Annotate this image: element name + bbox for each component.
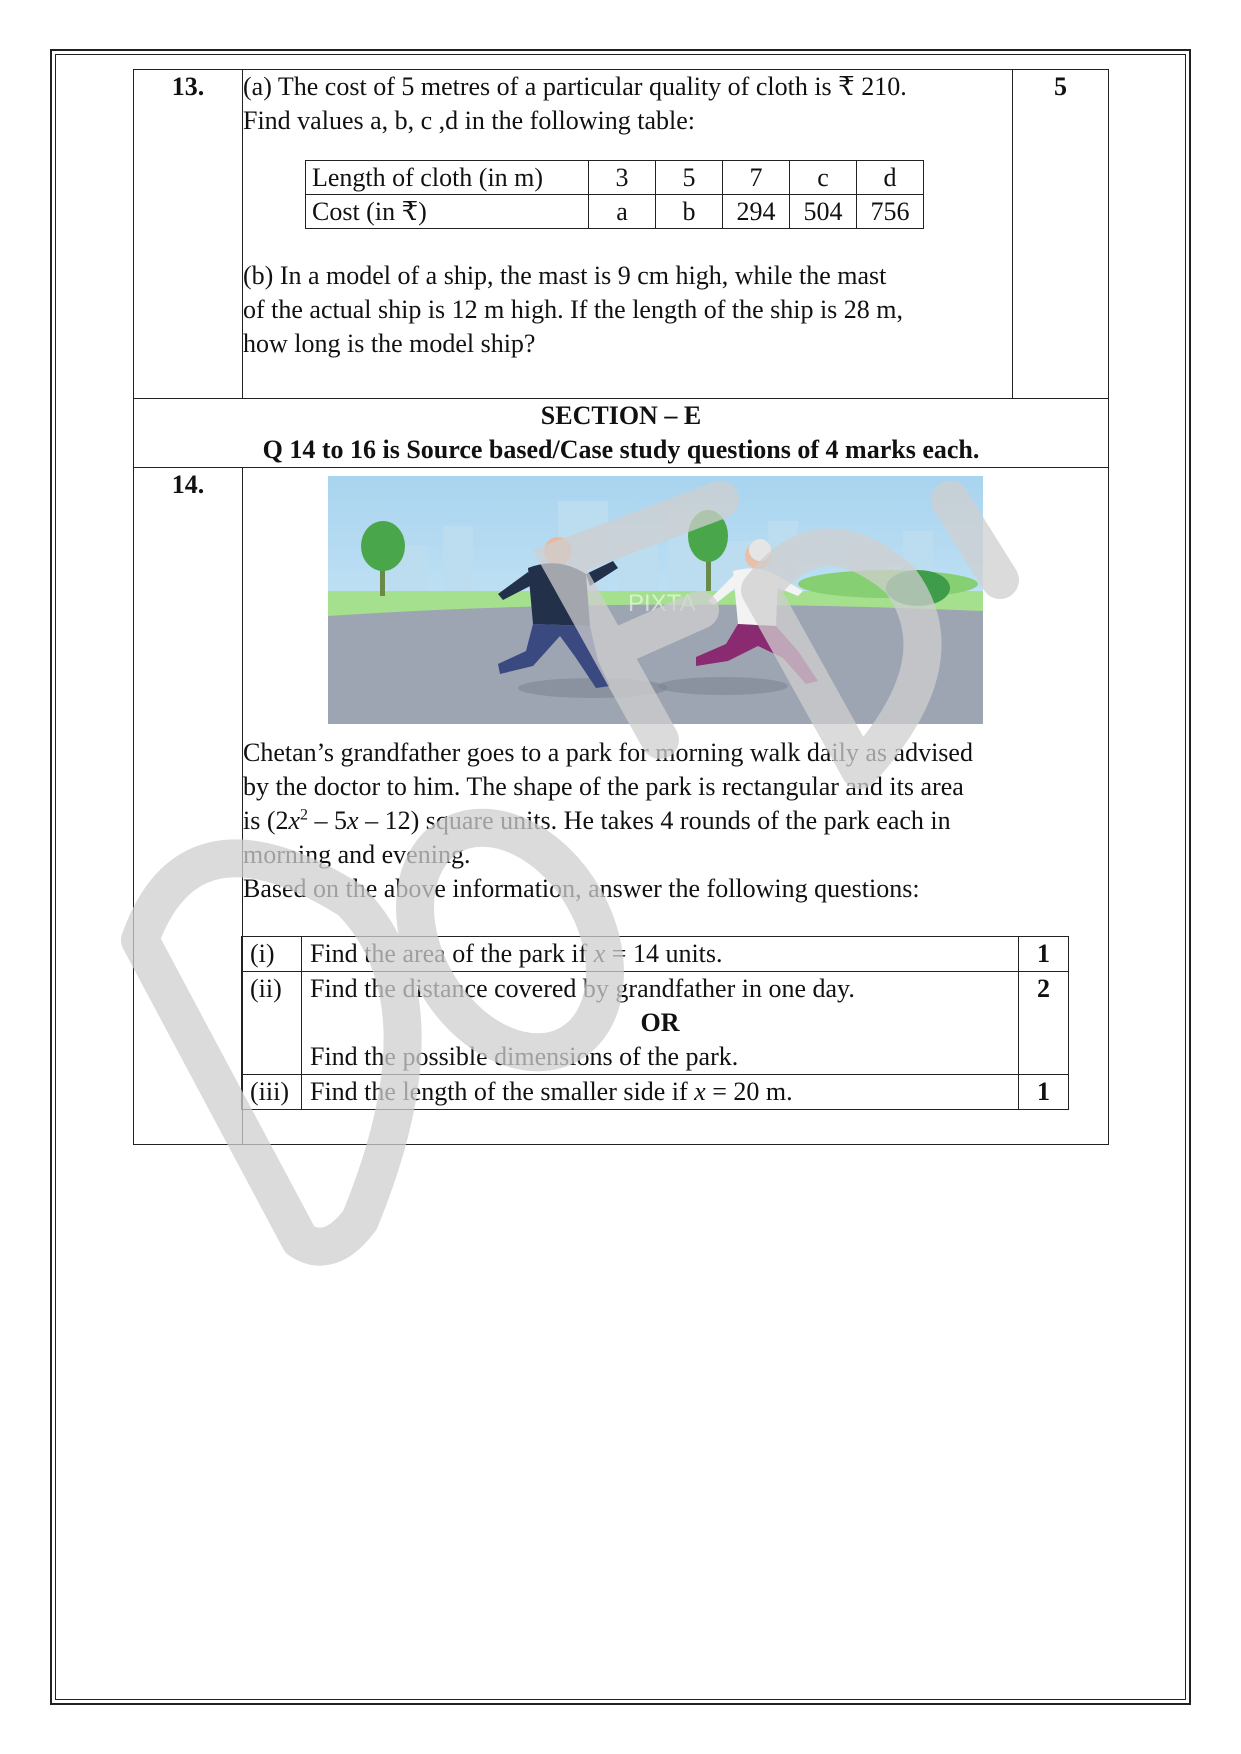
q13-part-a-line1: (a) The cost of 5 metres of a particular quality of cloth is ₹ 210. [243, 72, 907, 101]
table-cell: 5 [656, 161, 723, 195]
q14-paragraph-line3: is $(2x^2 - 5x - 12)$ square units. He takes 4 rounds of the park each in [243, 806, 951, 835]
sub-question-number: (i) [242, 937, 302, 972]
table-cell: c [790, 161, 857, 195]
table-cell: 3 [589, 161, 656, 195]
table-row [242, 1075, 1069, 1110]
table-row [242, 937, 1069, 972]
sub-question-text: Find the distance covered by grandfather in one day. OR Find the possible dimensions of the park. [302, 972, 1019, 1075]
joggers-illustration [328, 476, 983, 724]
table-cell: 756 [857, 195, 924, 229]
section-e-row [134, 399, 1109, 468]
section-title: SECTION – E [540, 401, 702, 430]
q13-part-b-line2: of the actual ship is 12 m high. If the length of the ship is 28 m, [243, 295, 904, 324]
sub-questions-table [241, 936, 1069, 1110]
table-row [306, 195, 924, 229]
section-subtitle: Q 14 to 16 is Source based/Case study questions of 4 marks each. [262, 435, 980, 464]
q14-paragraph-line2: by the doctor to him. The shape of the park is rectangular and its area [243, 772, 964, 801]
q14-paragraph-line4: morning and evening. [243, 840, 471, 869]
sub-question-marks: 1 [1019, 937, 1069, 972]
row-label: Length of cloth (in m) [306, 161, 589, 195]
question-14-row [134, 468, 1109, 1145]
question-number: 13. [134, 70, 243, 399]
marks: 5 [1013, 70, 1109, 399]
sub-question-text: Find the length of the smaller side if x = 20 m. [302, 1075, 1019, 1110]
question-number: 14. [134, 468, 243, 1145]
q14-paragraph-line1: Chetan’s grandfather goes to a park for morning walk daily as advised [243, 738, 973, 767]
table-cell: 504 [790, 195, 857, 229]
question-13-row [134, 70, 1109, 399]
table-cell: a [589, 195, 656, 229]
table-cell: d [857, 161, 924, 195]
sub-question-text: Find the area of the park if x = 14 units. [302, 937, 1019, 972]
q13-part-a-line2: Find values a, b, c ,d in the following table: [243, 106, 696, 135]
q13-part-b-line1: (b) In a model of a ship, the mast is 9 cm high, while the mast [243, 261, 887, 290]
question-table [133, 69, 1109, 1145]
table-cell: 294 [723, 195, 790, 229]
table-row [306, 161, 924, 195]
table-row [242, 972, 1069, 1075]
sub-question-marks: 1 [1019, 1075, 1069, 1110]
table-cell: b [656, 195, 723, 229]
sub-question-marks: 2 [1019, 972, 1069, 1075]
bush-icon [886, 570, 950, 606]
cloth-cost-table [305, 160, 924, 229]
q14-paragraph-line5: Based on the above information, answer the following questions: [243, 874, 920, 903]
row-label: Cost (in ₹) [306, 195, 589, 229]
q13-part-b-line3: how long is the model ship? [243, 329, 536, 358]
question-14-content [243, 468, 1109, 1145]
or-label: OR [640, 1008, 680, 1037]
table-cell: 7 [723, 161, 790, 195]
sub-question-number: (ii) [242, 972, 302, 1075]
image-watermark: PIXTA [628, 590, 696, 617]
sub-question-number: (iii) [242, 1075, 302, 1110]
question-13-content [243, 70, 1013, 399]
section-header [134, 399, 1109, 468]
